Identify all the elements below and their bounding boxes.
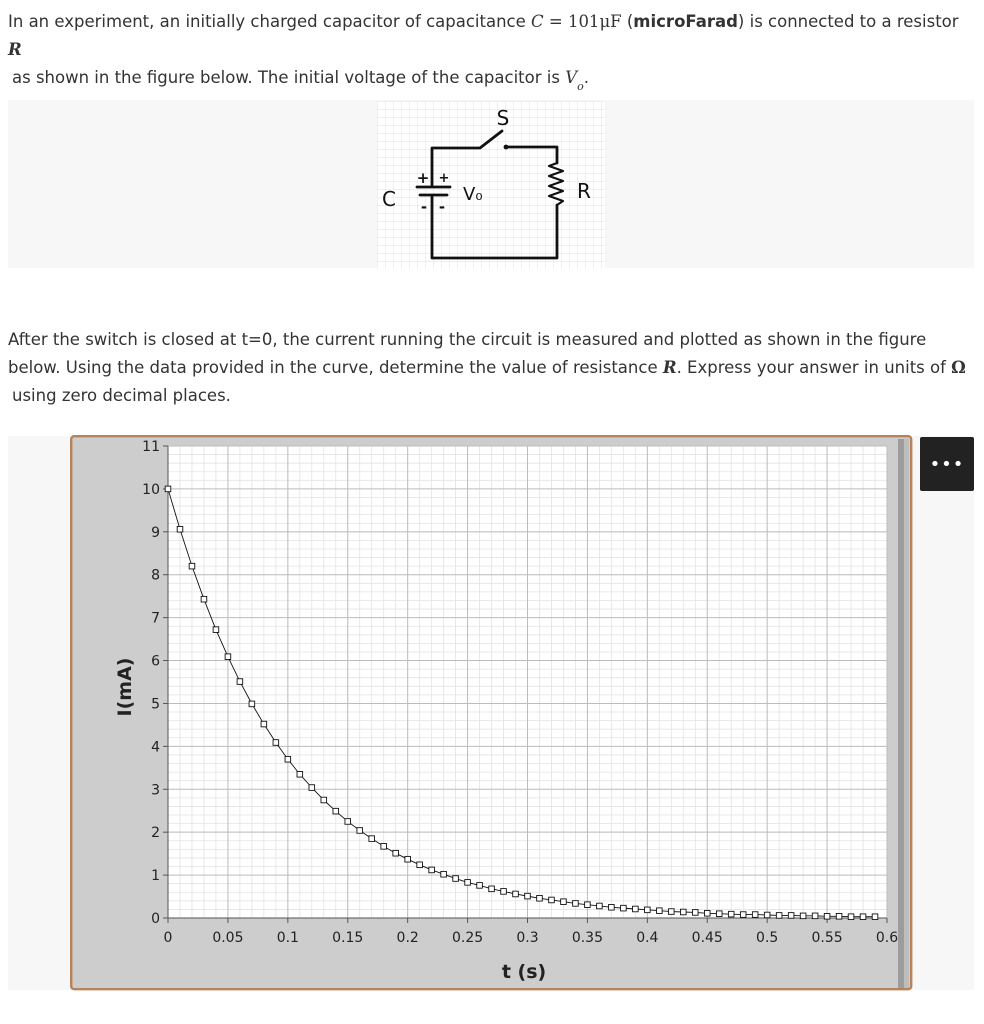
data-point-marker xyxy=(860,914,866,920)
data-point-marker xyxy=(633,906,639,912)
data-point-marker xyxy=(692,910,698,916)
y-tick-label: 10 xyxy=(142,481,160,498)
circuit-diagram xyxy=(377,101,605,269)
data-point-marker xyxy=(549,897,555,903)
data-point-marker xyxy=(669,909,675,915)
data-point-marker xyxy=(716,911,722,917)
data-point-marker xyxy=(405,856,411,862)
data-point-marker xyxy=(393,850,399,856)
intro-period: . xyxy=(583,68,589,87)
y-axis-title: I(mA) xyxy=(114,657,136,717)
y-tick-label: 3 xyxy=(151,782,160,799)
data-point-marker xyxy=(645,907,651,913)
x-tick-label: 0.45 xyxy=(691,930,723,946)
data-point-marker xyxy=(441,871,447,877)
data-point-marker xyxy=(561,899,567,905)
capacitance-value: = 101 xyxy=(543,12,600,31)
data-point-marker xyxy=(824,913,830,919)
minus-sign-2: - xyxy=(438,198,446,216)
data-point-marker xyxy=(704,910,710,916)
x-tick-label: 0.25 xyxy=(451,930,484,946)
intro-paragraph xyxy=(8,8,976,94)
data-point-marker xyxy=(357,828,363,834)
x-tick-label: 0.35 xyxy=(571,930,604,946)
x-tick-label: 0.05 xyxy=(212,930,244,946)
x-axis-title: t (s) xyxy=(501,961,547,983)
intro-text-1: In an experiment, an initially charged capacitor of capacitance xyxy=(8,12,531,31)
switch-label: S xyxy=(496,106,510,130)
data-point-marker xyxy=(273,740,279,746)
plus-sign-2: + xyxy=(438,171,450,186)
data-point-marker xyxy=(165,486,171,492)
data-point-marker xyxy=(513,891,519,897)
x-tick-label: 0.2 xyxy=(396,930,419,946)
data-point-marker xyxy=(321,797,327,803)
resistance-symbol: R xyxy=(662,358,677,377)
data-point-marker xyxy=(680,909,686,915)
data-point-marker xyxy=(537,895,543,901)
data-point-marker xyxy=(872,914,878,920)
y-tick-label: 6 xyxy=(151,653,160,670)
x-tick-label: 0.3 xyxy=(516,930,539,946)
y-tick-label: 0 xyxy=(151,911,160,927)
data-point-marker xyxy=(417,862,423,868)
question-text-4: using zero decimal places. xyxy=(12,386,231,405)
voltage-subscript: o xyxy=(577,80,584,93)
y-tick-label: 4 xyxy=(151,739,160,756)
question-text-2: below. Using the data provided in the curve, determine the value of resistance xyxy=(8,358,663,377)
data-point-marker xyxy=(261,721,267,727)
intro-text-2: ) is connected to a resistor xyxy=(737,12,959,31)
data-point-marker xyxy=(752,912,758,918)
capacitance-symbol: C xyxy=(531,12,544,31)
data-point-marker xyxy=(573,901,579,907)
x-tick-label: 0 xyxy=(163,930,173,946)
data-point-marker xyxy=(297,771,303,777)
data-point-marker xyxy=(345,819,351,825)
chart-frame-edge-light xyxy=(904,439,909,988)
y-tick-label: 2 xyxy=(151,825,160,842)
paren-open: ( xyxy=(621,12,634,31)
data-point-marker xyxy=(740,912,746,918)
more-options-button[interactable]: ••• xyxy=(920,437,974,491)
intro-text-3: as shown in the figure below. The initial voltage of the capacitor is xyxy=(12,68,566,87)
data-point-marker xyxy=(585,902,591,908)
x-tick-label: 0.55 xyxy=(811,930,843,946)
data-point-marker xyxy=(285,756,291,762)
y-tick-label: 7 xyxy=(151,610,160,627)
y-tick-label: 5 xyxy=(151,696,160,713)
resistor-label: R xyxy=(577,179,591,203)
data-point-marker xyxy=(788,913,794,919)
y-tick-label: 9 xyxy=(151,524,160,541)
capacitor-label: C xyxy=(382,187,396,211)
data-point-marker xyxy=(609,904,615,910)
data-point-marker xyxy=(489,886,495,892)
data-point-marker xyxy=(525,893,531,899)
data-point-marker xyxy=(453,876,459,882)
voltage-label: V₀ xyxy=(463,184,483,205)
data-point-marker xyxy=(465,880,471,886)
y-tick-label: 11 xyxy=(142,439,160,455)
question-text-1: After the switch is closed at t=0, the current running the circuit is measured and plotted as shown in the figure xyxy=(8,330,927,349)
x-tick-label: 0.5 xyxy=(756,930,779,946)
data-point-marker xyxy=(764,912,770,918)
y-tick-label: 1 xyxy=(151,868,160,885)
data-point-marker xyxy=(812,913,818,919)
question-text-3: . Express your answer in units of xyxy=(676,358,952,377)
minus-sign-1: - xyxy=(420,198,428,216)
ohm-symbol: Ω xyxy=(951,358,966,377)
data-point-marker xyxy=(501,889,507,895)
x-tick-label: 0.1 xyxy=(276,930,299,946)
data-point-marker xyxy=(177,526,183,532)
data-point-marker xyxy=(836,913,842,919)
data-point-marker xyxy=(249,701,255,707)
data-point-marker xyxy=(776,913,782,919)
question-paragraph xyxy=(8,326,976,410)
graph-paper-grid xyxy=(377,101,605,269)
switch-contact xyxy=(504,145,509,150)
data-point-marker xyxy=(429,867,435,873)
data-point-marker xyxy=(848,914,854,920)
data-point-marker xyxy=(237,679,243,685)
data-point-marker xyxy=(225,654,231,660)
x-tick-label: 0.4 xyxy=(636,930,659,946)
y-tick-label: 8 xyxy=(151,567,160,584)
x-tick-label: 0.6 xyxy=(875,930,899,946)
data-point-marker xyxy=(369,836,375,842)
data-point-marker xyxy=(213,627,219,633)
capacitance-unit-name: microFarad xyxy=(633,12,738,31)
current-vs-time-chart xyxy=(70,435,914,992)
resistor-symbol: R xyxy=(8,40,22,59)
chart-frame-edge xyxy=(898,439,904,988)
data-point-marker xyxy=(621,905,627,911)
data-point-marker xyxy=(333,808,339,814)
plus-sign-1: + xyxy=(416,169,430,187)
data-point-marker xyxy=(728,911,734,917)
voltage-symbol: V xyxy=(565,68,578,87)
data-point-marker xyxy=(477,883,483,889)
data-point-marker xyxy=(800,913,806,919)
data-point-marker xyxy=(201,596,207,602)
data-point-marker xyxy=(309,785,315,791)
data-point-marker xyxy=(597,903,603,909)
data-point-marker xyxy=(657,908,663,914)
x-tick-label: 0.15 xyxy=(332,930,364,946)
capacitance-unit: μF xyxy=(599,12,622,31)
data-point-marker xyxy=(189,563,195,569)
data-point-marker xyxy=(381,844,387,850)
